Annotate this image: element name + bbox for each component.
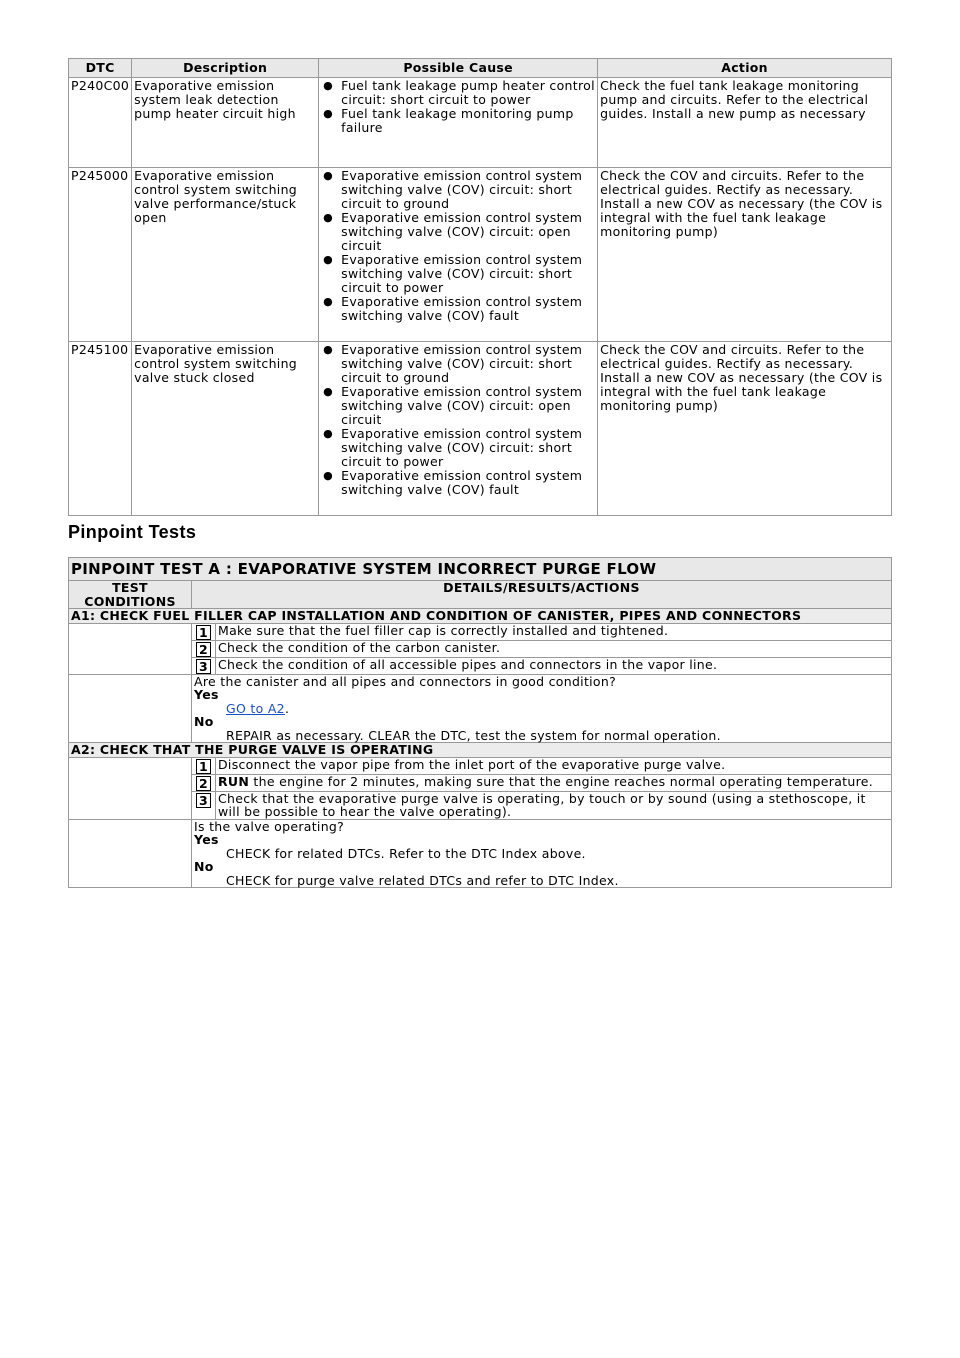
- no-action: CHECK for purge valve related DTCs and refer to DTC Index.: [226, 872, 619, 888]
- step-number: 2: [196, 642, 211, 657]
- header-dtc: DTC: [69, 59, 132, 78]
- details-header: DETAILS/RESULTS/ACTIONS: [192, 581, 892, 609]
- table-row: [69, 78, 892, 168]
- test-condition-cell: [69, 623, 192, 674]
- header-action: Action: [598, 59, 892, 78]
- a2-result: [192, 819, 892, 888]
- no-action: REPAIR as necessary. CLEAR the DTC, test the system for normal operation.: [226, 727, 721, 743]
- dtc-action: Check the COV and circuits. Refer to the electrical guides. Rectify as necessary. Install a new COV as necessary (the COV is integral with the fuel tank leakage monitoring pump): [598, 342, 892, 516]
- step-a1-title: A1: CHECK FUEL FILLER CAP INSTALLATION AND CONDITION OF CANISTER, PIPES AND CONNECTORS: [69, 609, 892, 624]
- test-conditions-header: TEST CONDITIONS: [69, 581, 192, 609]
- step-number: 3: [196, 793, 211, 808]
- yes-label: Yes: [194, 687, 219, 702]
- pinpoint-test-title: PINPOINT TEST A : EVAPORATIVE SYSTEM INCORRECT PURGE FLOW: [69, 558, 892, 581]
- dtc-action: Check the COV and circuits. Refer to the electrical guides. Rectify as necessary. Install a new COV as necessary (the COV is integral with the fuel tank leakage monitoring pump): [598, 168, 892, 342]
- yes-action: CHECK for related DTCs. Refer to the DTC Index above.: [226, 845, 586, 861]
- step-number: 1: [196, 759, 211, 774]
- table-row: [69, 342, 892, 516]
- header-possible-cause: Possible Cause: [319, 59, 598, 78]
- header-description: Description: [132, 59, 319, 78]
- step-a2-title: A2: CHECK THAT THE PURGE VALVE IS OPERATING: [69, 743, 892, 758]
- section-heading: Pinpoint Tests: [68, 522, 197, 542]
- test-condition-cell: [69, 819, 192, 888]
- possible-causes: [319, 342, 598, 516]
- dtc-code: P245100: [69, 342, 132, 516]
- no-label: No: [194, 859, 214, 874]
- step-number: 1: [196, 625, 211, 640]
- test-condition-cell: [69, 674, 192, 743]
- dtc-description: Evaporative emission control system switching valve performance/stuck open: [132, 168, 319, 342]
- cause-item: ● Evaporative emission control system switching valve (COV) circuit: short circuit to power: [341, 253, 595, 295]
- cause-item: ● Evaporative emission control system switching valve (COV) circuit: short circuit to ground: [341, 343, 595, 385]
- dtc-action: Check the fuel tank leakage monitoring pump and circuits. Refer to the electrical guides. Install a new pump as necessary: [598, 78, 892, 168]
- step-number: 2: [196, 776, 211, 791]
- step-text: Check the condition of all accessible pipes and connectors in the vapor line.: [216, 657, 892, 674]
- dtc-code: P245000: [69, 168, 132, 342]
- a1-result: [192, 674, 892, 743]
- cause-item: ● Fuel tank leakage pump heater control circuit: short circuit to power: [341, 79, 595, 107]
- link-suffix: .: [284, 700, 290, 716]
- possible-causes: [319, 78, 598, 168]
- cause-item: ● Evaporative emission control system switching valve (COV) circuit: short circuit to ground: [341, 169, 595, 211]
- run-keyword: RUN: [218, 773, 250, 789]
- step-text: Check that the evaporative purge valve is operating, by touch or by sound (using a stethoscope, it will be possible to hear the valve operating).: [216, 791, 892, 819]
- go-to-a2-link[interactable]: GO to A2: [226, 700, 285, 716]
- dtc-code: P240C00: [69, 78, 132, 168]
- cause-item: ● Evaporative emission control system switching valve (COV) fault: [341, 295, 595, 323]
- cause-item: ● Evaporative emission control system switching valve (COV) circuit: short circuit to power: [341, 427, 595, 469]
- table-row: [69, 168, 892, 342]
- possible-causes: [319, 168, 598, 342]
- no-label: No: [194, 714, 214, 729]
- cause-item: ● Evaporative emission control system switching valve (COV) circuit: open circuit: [341, 385, 595, 427]
- dtc-description: Evaporative emission system leak detection pump heater circuit high: [132, 78, 319, 168]
- test-condition-cell: [69, 757, 192, 819]
- a2-question: Is the valve operating?: [194, 818, 345, 834]
- step-text: Check the condition of the carbon canister.: [216, 640, 892, 657]
- yes-label: Yes: [194, 832, 219, 847]
- step-text: Disconnect the vapor pipe from the inlet port of the evaporative purge valve.: [216, 757, 892, 774]
- pinpoint-test-table: [68, 557, 892, 888]
- dtc-header-row: [69, 59, 892, 78]
- step-number: 3: [196, 659, 211, 674]
- step-text: [216, 774, 892, 791]
- step-text: Make sure that the fuel filler cap is correctly installed and tightened.: [216, 623, 892, 640]
- cause-item: ● Fuel tank leakage monitoring pump failure: [341, 107, 595, 135]
- dtc-description: Evaporative emission control system switching valve stuck closed: [132, 342, 319, 516]
- dtc-table: [68, 58, 892, 516]
- cause-item: ● Evaporative emission control system switching valve (COV) circuit: open circuit: [341, 211, 595, 253]
- cause-item: ● Evaporative emission control system switching valve (COV) fault: [341, 469, 595, 497]
- step-text-rest: the engine for 2 minutes, making sure that the engine reaches normal operating temperature.: [249, 773, 874, 789]
- a1-question: Are the canister and all pipes and connectors in good condition?: [194, 673, 617, 689]
